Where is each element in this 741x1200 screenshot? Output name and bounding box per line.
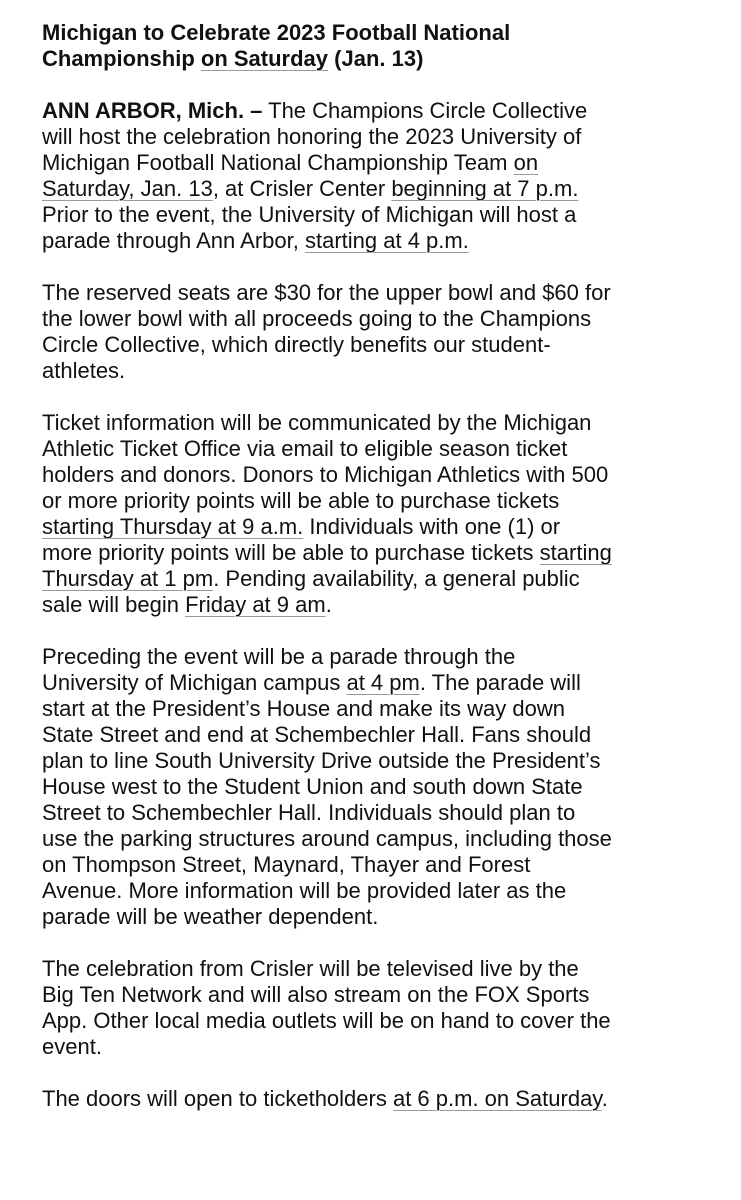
text-line: Circle Collective, which directly benefits our student- [42, 332, 551, 357]
headline-text: Michigan to Celebrate 2023 Football National [42, 20, 511, 45]
text-line: Avenue. More information will be provided later as the [42, 878, 567, 903]
text-line: the lower bowl with all proceeds going to the Champions [42, 306, 592, 331]
text-line [42, 566, 722, 592]
text-line [42, 98, 722, 124]
text-line: House west to the Student Union and south down State [42, 774, 583, 799]
text-line [42, 592, 722, 618]
text: . [325, 592, 332, 617]
text-line: use the parking structures around campus, including those [42, 826, 612, 851]
time-link[interactable]: beginning at 7 p.m. [391, 176, 579, 201]
text-line: Street to Schembechler Hall. Individuals should plan to [42, 800, 576, 825]
text: The doors will open to ticketholders [42, 1086, 393, 1111]
text-line: will host the celebration honoring the 2023 University of [42, 124, 582, 149]
text-line: Big Ten Network and will also stream on the FOX Sports [42, 982, 590, 1007]
text: The Champions Circle Collective [262, 98, 588, 123]
text: . The parade will [419, 670, 581, 695]
text: more priority points will be able to purchase tickets [42, 540, 540, 565]
text-line: or more priority points will be able to purchase tickets [42, 488, 560, 513]
text-line [42, 150, 722, 176]
paragraph-broadcast [42, 956, 722, 1060]
text-line: holders and donors. Donors to Michigan Athletics with 500 [42, 462, 609, 487]
text-line: parade will be weather dependent. [42, 904, 379, 929]
dateline: ANN ARBOR, Mich. – [42, 98, 263, 123]
date-link[interactable]: on [513, 150, 539, 175]
headline-text: (Jan. 13) [328, 46, 424, 71]
text-line: Prior to the event, the University of Michigan will host a [42, 202, 577, 227]
text-line: State Street and end at Schembechler Hall. Fans should [42, 722, 592, 747]
text-line [42, 514, 722, 540]
text-line: on Thompson Street, Maynard, Thayer and Forest [42, 852, 531, 877]
text: University of Michigan campus [42, 670, 347, 695]
headline [42, 20, 722, 72]
date-link[interactable]: Saturday, Jan. 13 [42, 176, 213, 201]
time-link[interactable]: starting Thursday at 9 a.m. [42, 514, 304, 539]
text-line: event. [42, 1034, 102, 1059]
time-link[interactable]: Thursday at 1 pm [42, 566, 214, 591]
text-line: App. Other local media outlets will be on hand to cover the [42, 1008, 611, 1033]
headline-text: Championship [42, 46, 201, 71]
text: parade through Ann Arbor, [42, 228, 305, 253]
text: Individuals with one (1) or [303, 514, 561, 539]
paragraph-announcement [42, 98, 722, 254]
time-link[interactable]: at 6 p.m. on Saturday [392, 1086, 602, 1111]
paragraph-doors [42, 1086, 722, 1112]
text-line: start at the President’s House and make its way down [42, 696, 565, 721]
text: sale will begin [42, 592, 186, 617]
headline-line [42, 20, 722, 46]
text-line: The reserved seats are $30 for the upper bowl and $60 for [42, 280, 611, 305]
text-line [42, 1086, 722, 1112]
text: , at Crisler Center [212, 176, 392, 201]
text: . [601, 1086, 608, 1111]
time-link[interactable]: starting [539, 540, 612, 565]
text-line: Preceding the event will be a parade through the [42, 644, 516, 669]
time-link[interactable]: starting at 4 p.m. [304, 228, 469, 253]
text-line: Athletic Ticket Office via email to eligible season ticket [42, 436, 568, 461]
text-line: The celebration from Crisler will be televised live by the [42, 956, 579, 981]
text-line [42, 540, 722, 566]
headline-line [42, 46, 722, 72]
date-link[interactable]: on Saturday [200, 46, 329, 71]
text-line [42, 176, 722, 202]
paragraph-tickets [42, 410, 722, 618]
text-line [42, 228, 722, 254]
text-line: athletes. [42, 358, 126, 383]
text: Michigan Football National Championship Team [42, 150, 514, 175]
press-release [42, 20, 722, 1112]
paragraph-seats [42, 280, 722, 384]
text: . Pending availability, a general public [213, 566, 580, 591]
time-link[interactable]: Friday at 9 am [185, 592, 326, 617]
text-line: plan to line South University Drive outside the President’s [42, 748, 601, 773]
text-line [42, 670, 722, 696]
paragraph-parade [42, 644, 722, 930]
time-link[interactable]: at 4 pm [346, 670, 420, 695]
text-line: Ticket information will be communicated by the Michigan [42, 410, 592, 435]
